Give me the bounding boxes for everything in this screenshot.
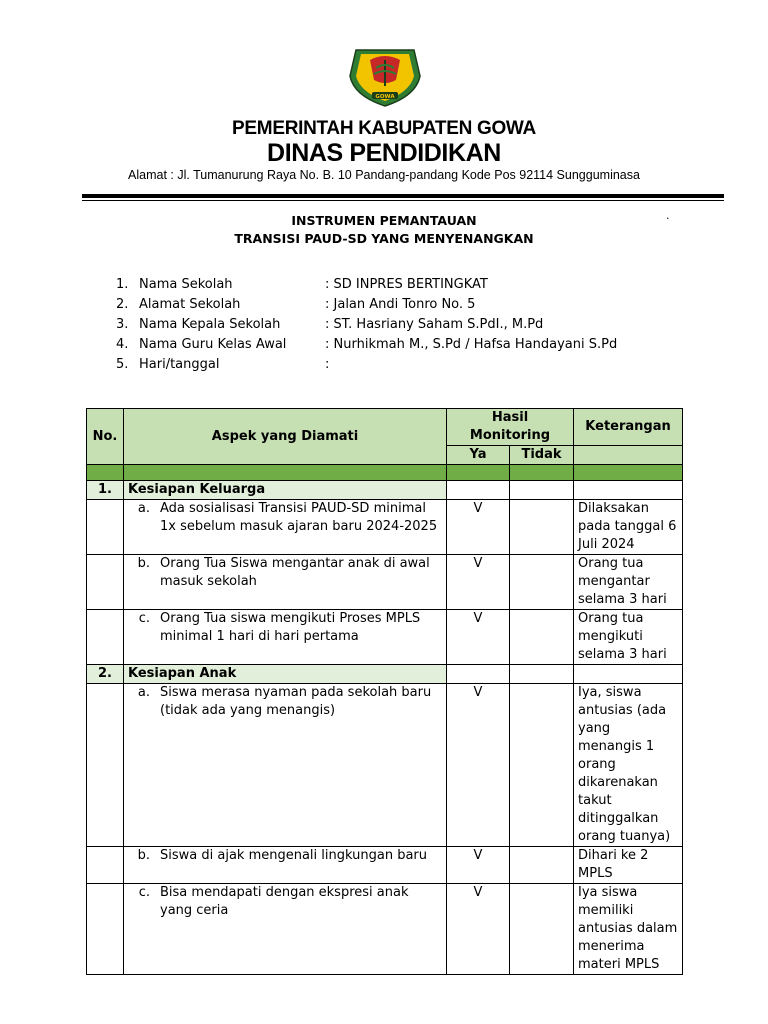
section-number: 1. (87, 481, 124, 500)
item-letter: c. (138, 611, 150, 626)
info-label: Alamat Sekolah (139, 297, 241, 312)
item-tidak (510, 610, 574, 665)
item-text: Ada sosialisasi Transisi PAUD-SD minimal 1x sebelum masuk ajaran baru 2024-2025 (160, 501, 438, 534)
info-value: : Jalan Andi Tonro No. 5 (325, 297, 476, 312)
info-number: 1. (116, 277, 129, 292)
item-letter: b. (137, 556, 150, 571)
document-title: INSTRUMEN PEMANTAUAN (291, 213, 477, 228)
item-letter: c. (138, 885, 150, 900)
item-ya: V (447, 847, 510, 884)
info-value: : ST. Hasriany Saham S.PdI., M.Pd (325, 317, 544, 332)
item-text: Bisa mendapati dengan ekspresi anak yang ceria (160, 885, 409, 918)
section-row (87, 481, 683, 500)
item-keterangan: Iya, siswa antusias (ada yang menangis 1 orang dikarenakan takut ditinggalkan orang tuanya) (574, 684, 683, 847)
item-tidak (510, 684, 574, 847)
item-keterangan: Iya siswa memiliki antusias dalam menerima materi MPLS (574, 884, 683, 975)
header-keterangan: Keterangan (574, 409, 683, 446)
item-keterangan: Orang tua mengantar selama 3 hari (574, 555, 683, 610)
table-row (87, 884, 683, 975)
table-row (87, 610, 683, 665)
header-ya: Ya (447, 446, 510, 465)
info-label: Hari/tanggal (139, 357, 220, 372)
info-number: 3. (116, 317, 129, 332)
item-ya: V (447, 884, 510, 975)
item-ya: V (447, 555, 510, 610)
header-hasil-monitoring: Hasil Monitoring (447, 409, 574, 446)
gowa-emblem-logo (346, 46, 424, 108)
info-number: 5. (116, 357, 129, 372)
item-letter: b. (137, 848, 150, 863)
office-name: DINAS PENDIDIKAN (267, 139, 501, 167)
item-text: Siswa di ajak mengenali lingkungan baru (160, 848, 427, 863)
table-row (87, 500, 683, 555)
item-keterangan: Dihari ke 2 MPLS (574, 847, 683, 884)
item-ya: V (447, 684, 510, 847)
info-list-labels (139, 275, 286, 375)
item-tidak (510, 884, 574, 975)
item-text: Siswa merasa nyaman pada sekolah baru (tidak ada yang menangis) (160, 685, 432, 718)
item-keterangan: Orang tua mengikuti selama 3 hari (574, 610, 683, 665)
government-name: PEMERINTAH KABUPATEN GOWA (232, 118, 536, 139)
item-tidak (510, 500, 574, 555)
item-letter: a. (137, 685, 150, 700)
info-number: 2. (116, 297, 129, 312)
item-text: Orang Tua siswa mengikuti Proses MPLS minimal 1 hari di hari pertama (160, 611, 421, 644)
office-address: Alamat : Jl. Tumanurung Raya No. B. 10 Pandang-pandang Kode Pos 92114 Sungguminasa (128, 168, 640, 182)
item-ya: V (447, 500, 510, 555)
document-subtitle: TRANSISI PAUD-SD YANG MENYENANGKAN (234, 231, 534, 246)
monitoring-table (86, 408, 683, 975)
header-aspek: Aspek yang Diamati (124, 409, 447, 465)
header-no: No. (87, 409, 124, 465)
green-band-row (87, 465, 683, 481)
info-value: : (325, 357, 330, 372)
info-value: : Nurhikmah M., S.Pd / Hafsa Handayani S.Pd (325, 337, 618, 352)
header-keterangan-blank (574, 446, 683, 465)
letterhead-rule-thick (82, 194, 724, 198)
table-row (87, 684, 683, 847)
letterhead-rule-thin (82, 200, 724, 201)
section-row (87, 665, 683, 684)
item-tidak (510, 847, 574, 884)
header-tidak: Tidak (510, 446, 574, 465)
section-title: Kesiapan Keluarga (124, 481, 447, 500)
info-list-values (325, 275, 617, 375)
info-label: Nama Guru Kelas Awal (139, 337, 287, 352)
info-value: : SD INPRES BERTINGKAT (325, 277, 488, 292)
info-label: Nama Sekolah (139, 277, 233, 292)
logo-text: GOWA (375, 94, 395, 100)
stray-mark: . (666, 209, 670, 222)
info-list-numbers (116, 275, 128, 375)
item-letter: a. (137, 501, 150, 516)
table-row (87, 847, 683, 884)
info-label: Nama Kepala Sekolah (139, 317, 281, 332)
info-number: 4. (116, 337, 129, 352)
item-tidak (510, 555, 574, 610)
section-number: 2. (87, 665, 124, 684)
section-title: Kesiapan Anak (124, 665, 447, 684)
table-row (87, 555, 683, 610)
item-text: Orang Tua Siswa mengantar anak di awal masuk sekolah (160, 556, 430, 589)
item-ya: V (447, 610, 510, 665)
item-keterangan: Dilaksakan pada tanggal 6 Juli 2024 (574, 500, 683, 555)
